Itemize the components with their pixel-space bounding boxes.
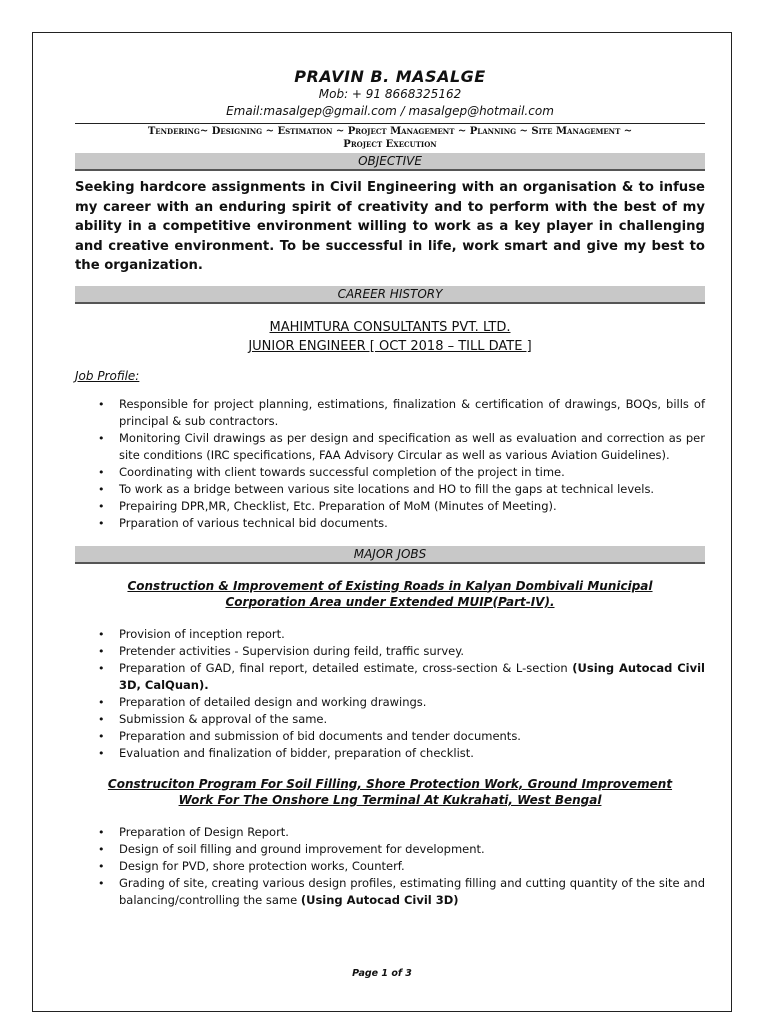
- bullet-icon: •: [98, 842, 105, 856]
- bullet-icon: •: [98, 627, 105, 641]
- list-item: • To work as a bridge between various site locations and HO to fill the gaps at technical levels.: [98, 481, 655, 496]
- major-jobs-heading: MAJOR JOBS: [75, 546, 705, 564]
- skills-line-1: Tendering~ Designing ~ Estimation ~ Project Management ~ Planning ~ Site Management ~: [147, 126, 633, 137]
- tool-note: (Using Autocad Civil 3D, CalQuan).: [119, 660, 705, 692]
- list-item: • Grading of site, creating various design profiles, estimating filling and cutting quantity of the site and balancing/controlling the same (Using Autocad Civil 3D): [98, 875, 705, 907]
- project-2-list: [75, 824, 705, 909]
- resume-page: [32, 32, 732, 1012]
- list-item: • Preparation of GAD, final report, detailed estimate, cross-section & L-section (Using Autocad Civil 3D, CalQuan).: [98, 660, 705, 692]
- list-item: • Monitoring Civil drawings as per design and specification as well as evaluation and correction as per site conditions (IRC specifications, FAA Advisory Circular as well as various Aviation Guidelines).: [98, 430, 705, 462]
- list-item: • Prparation of various technical bid documents.: [98, 515, 388, 530]
- bullet-icon: •: [98, 876, 105, 890]
- bullet-icon: •: [98, 746, 105, 760]
- bullet-icon: •: [98, 499, 105, 513]
- list-item: • Prepairing DPR,MR, Checklist, Etc. Preparation of MoM (Minutes of Meeting).: [98, 498, 557, 513]
- list-item: • Design for PVD, shore protection works, Counterf.: [98, 858, 405, 873]
- project-1-title: Construction & Improvement of Existing Roads in Kalyan Dombivali Municipal Corporation Area under Extended MUIP(Part-IV).: [127, 578, 653, 609]
- bullet-icon: •: [98, 661, 105, 675]
- company-block: [75, 318, 705, 356]
- project-1-list: [75, 626, 705, 762]
- objective-text: Seeking hardcore assignments in Civil Engineering with an organisation & to infuse my career with an enduring spirit of creativity and to perform with the best of my ability in a competitive environment willing to work as a key player in challenging and creative environment. To be successful in life, work smart and give my best to the organization.: [75, 180, 705, 273]
- bullet-icon: •: [98, 516, 105, 530]
- bullet-icon: •: [98, 431, 105, 445]
- list-item: • Design of soil filling and ground improvement for development.: [98, 841, 485, 856]
- bullet-icon: •: [98, 712, 105, 726]
- project-2-title: Construciton Program For Soil Filling, Shore Protection Work, Ground Improvement Work For The Onshore Lng Terminal At Kukrahati, West Bengal: [107, 776, 673, 807]
- bullet-icon: •: [98, 695, 105, 709]
- job-profile-list: [75, 396, 705, 532]
- bullet-icon: •: [98, 482, 105, 496]
- bullet-icon: •: [98, 465, 105, 479]
- mobile-number: Mob: + 91 8668325162: [318, 87, 462, 101]
- job-profile-label: Job Profile:: [75, 368, 140, 383]
- company-name: MAHIMTURA CONSULTANTS PVT. LTD.: [269, 319, 511, 335]
- skills-line-2: Project Execution: [343, 139, 437, 150]
- candidate-name: PRAVIN B. MASALGE: [294, 67, 486, 86]
- list-item: • Pretender activities - Supervision during feild, traffic survey.: [98, 643, 465, 658]
- bullet-icon: •: [98, 644, 105, 658]
- list-item: • Preparation of Design Report.: [98, 824, 289, 839]
- email-addresses: Email:masalgep@gmail.com / masalgep@hotmail.com: [226, 104, 554, 118]
- page-number: Page 1 of 3: [352, 968, 412, 979]
- tool-note: (Using Autocad Civil 3D): [300, 892, 459, 907]
- job-position: JUNIOR ENGINEER [ OCT 2018 – TILL DATE ]: [248, 338, 532, 354]
- bullet-icon: •: [98, 397, 105, 411]
- skills-summary: [75, 124, 705, 151]
- bullet-icon: •: [98, 825, 105, 839]
- list-item: • Preparation of detailed design and working drawings.: [98, 694, 427, 709]
- bullet-icon: •: [98, 729, 105, 743]
- list-item: • Preparation and submission of bid documents and tender documents.: [98, 728, 521, 743]
- list-item: • Responsible for project planning, estimations, finalization & certification of drawings, BOQs, bills of principal & sub contractors.: [98, 396, 705, 428]
- list-item: • Submission & approval of the same.: [98, 711, 328, 726]
- list-item: • Evaluation and finalization of bidder, preparation of checklist.: [98, 745, 474, 760]
- list-item: • Coordinating with client towards successful completion of the project in time.: [98, 464, 565, 479]
- resume-content: [75, 67, 705, 909]
- list-item: • Provision of inception report.: [98, 626, 285, 641]
- bullet-icon: •: [98, 859, 105, 873]
- career-history-heading: CAREER HISTORY: [75, 286, 705, 304]
- objective-heading: OBJECTIVE: [75, 153, 705, 171]
